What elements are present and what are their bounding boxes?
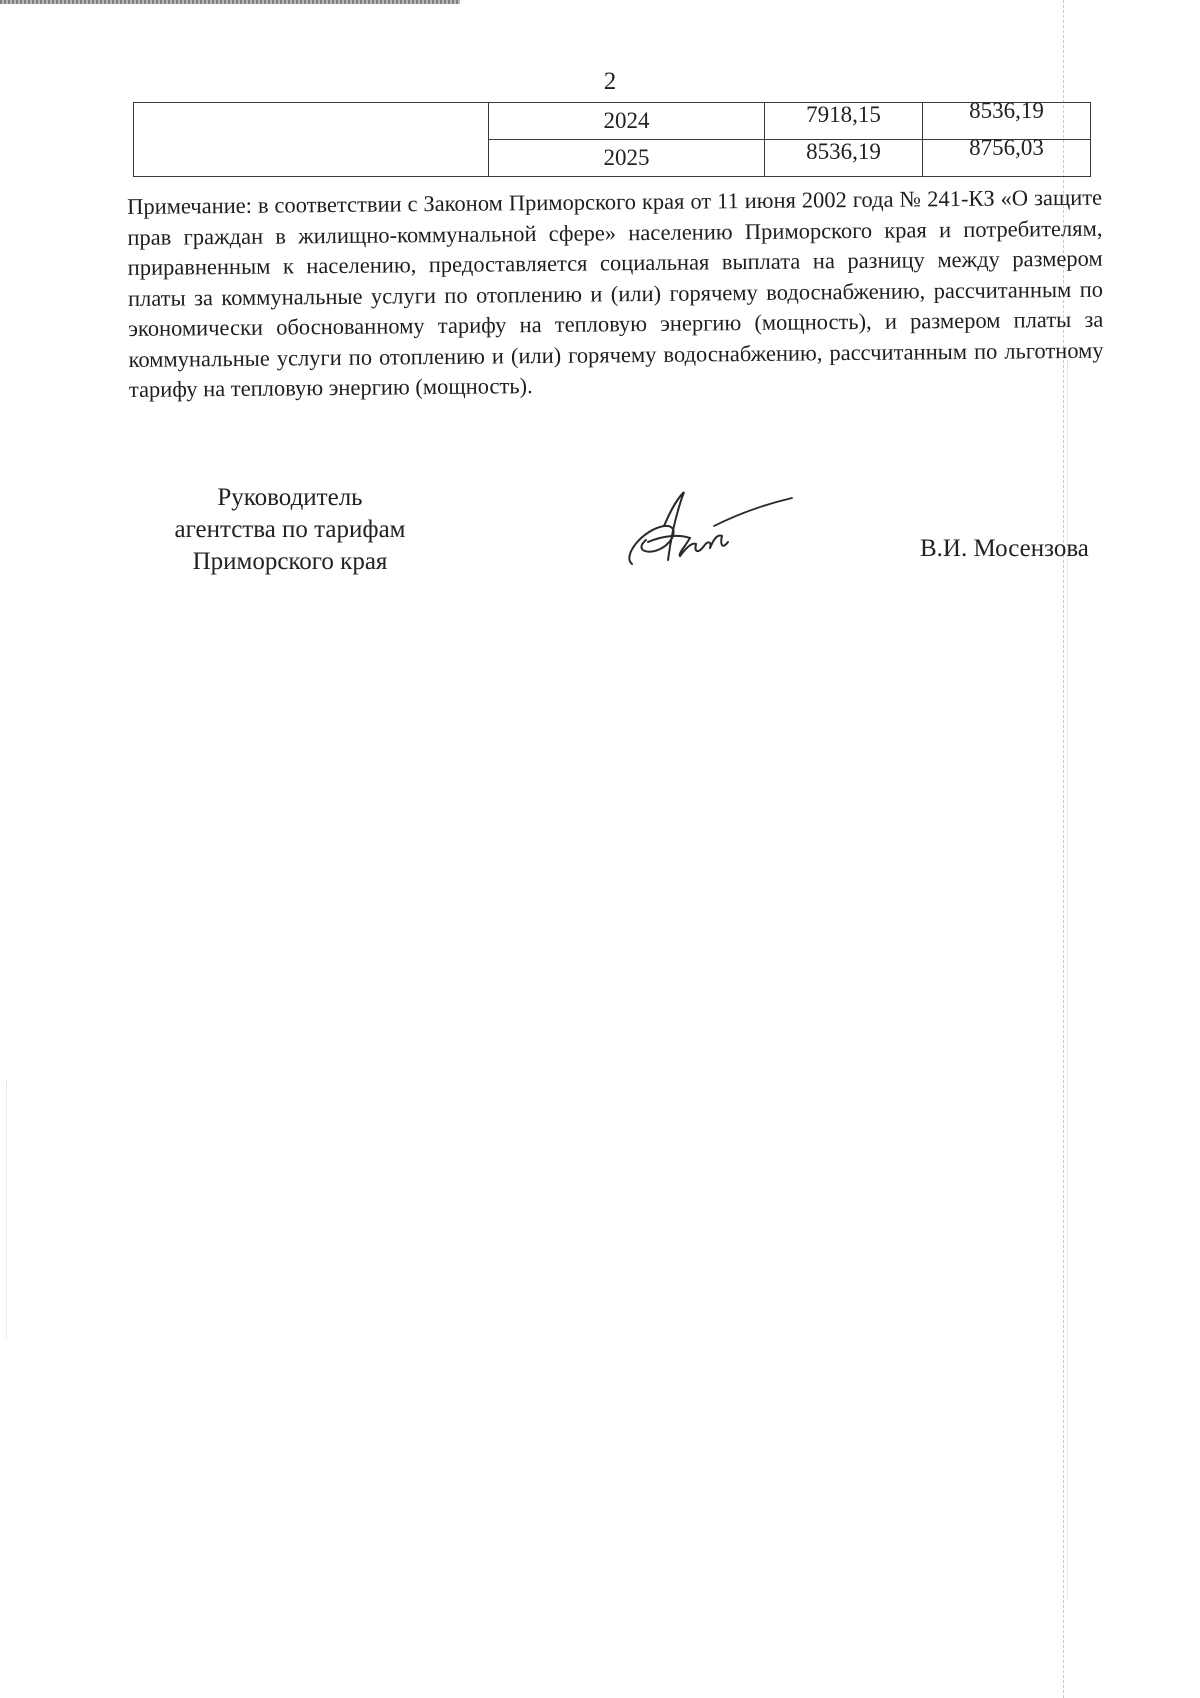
value-text: 8756,03 (969, 135, 1044, 160)
signer-title-line: Приморского края (192, 548, 388, 575)
scan-edge-artifact (0, 0, 460, 4)
year-cell: 2024 (489, 103, 765, 140)
signer-title-line: агентства по тарифам (174, 516, 406, 543)
value-text: 8536,19 (806, 139, 881, 164)
signer-title (130, 482, 450, 578)
year-cell: 2025 (489, 140, 765, 177)
scan-speck-line (6, 1080, 7, 1340)
tariff-table (133, 98, 1091, 177)
table-empty-cell (134, 103, 489, 177)
table-row (134, 103, 1091, 140)
value-text: 8536,19 (969, 98, 1044, 123)
signer-name: В.И. Мосензова (920, 535, 1089, 562)
signer-title-line: Руководитель (217, 484, 363, 511)
note-paragraph: Примечание: в соответствии с Законом Приморского края от 11 июня 2002 года № 241-КЗ «О защите прав граждан в жилищно-коммунальной сфере» населению Приморского края и потребителям, приравненным к населению, предоставляется социальная выплата на разницу между размером платы за коммунальные услуги по отоплению и (или) горячему водоснабжению, рассчитанным по экономически обоснованному тарифу на тепловую энергию (мощность), и размером платы за коммунальные услуги по отоплению и (или) горячему водоснабжению, рассчитанным по льготному тарифу на тепловую энергию (мощность). (127, 184, 1104, 402)
value-cell (765, 140, 923, 177)
page-number: 2 (603, 68, 617, 95)
value-text: 7918,15 (806, 102, 881, 127)
value-cell (923, 135, 1091, 177)
handwritten-signature (618, 490, 798, 580)
